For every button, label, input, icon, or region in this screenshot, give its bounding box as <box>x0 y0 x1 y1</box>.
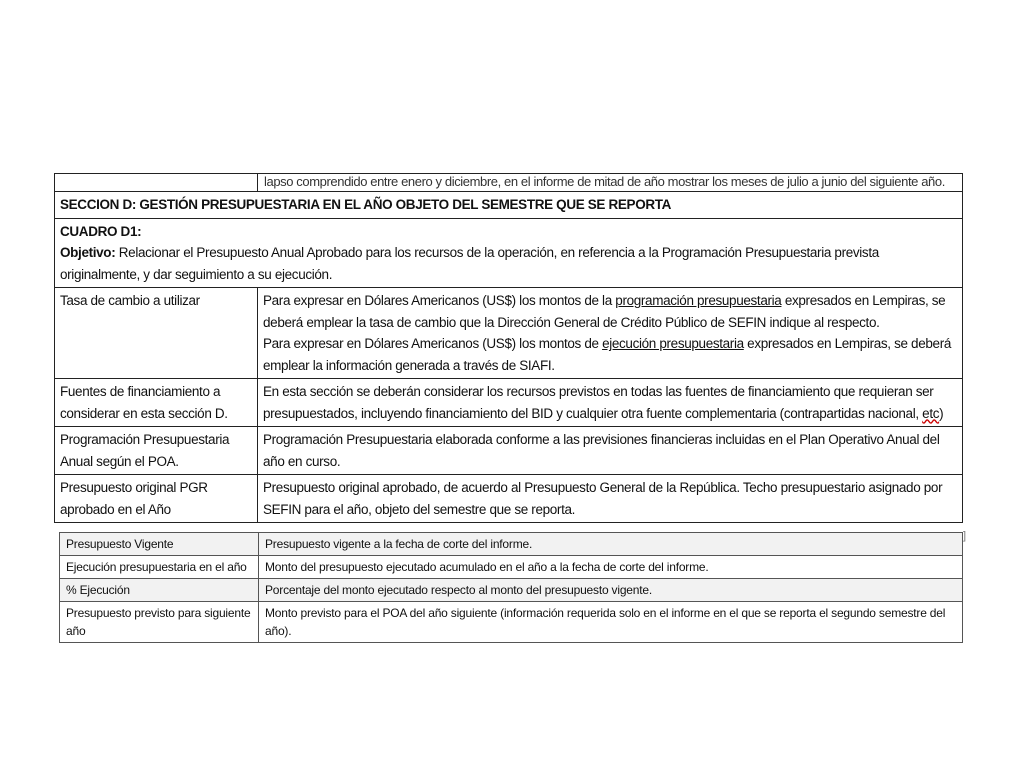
underlined-term: ejecución presupuestaria <box>602 336 744 351</box>
row-label: Presupuesto previsto para siguiente año <box>60 602 259 643</box>
text: En esta sección se deberán considerar los recursos previstos en todas las fuentes de financiamiento que requieran ser presupuestados, incluyendo financiamiento del BID y cualquier otra fuente complementaria (contrapartidas nacional, <box>263 384 934 421</box>
row-description: Porcentaje del monto ejecutado respecto al monto del presupuesto vigente. <box>259 579 963 602</box>
table-row <box>60 602 963 643</box>
objetivo-label: Objetivo: <box>60 245 116 260</box>
row-description: Monto del presupuesto ejecutado acumulado en el año a la fecha de corte del informe. <box>259 556 963 579</box>
budget-definitions-table <box>59 532 963 643</box>
table-row <box>55 475 963 523</box>
row-label: Tasa de cambio a utilizar <box>55 288 258 379</box>
text: Para expresar en Dólares Americanos (US$) los montos de <box>263 336 603 351</box>
text: expresados en Lempiras, se deberá emplear la tasa de cambio que la Dirección General de Crédito Público de SEFIN indique al respecto. <box>263 293 946 330</box>
row-label: Presupuesto Vigente <box>60 533 259 556</box>
row-label: Fuentes de financiamiento a considerar en esta sección D. <box>55 379 258 427</box>
row-description: Presupuesto original aprobado, de acuerdo al Presupuesto General de la República. Techo presupuestario asignado por SEFIN para el año, objeto del semestre que se reporta. <box>258 475 963 523</box>
bracket-mark: ] <box>963 530 967 542</box>
table-row <box>55 427 963 475</box>
table-row <box>60 533 963 556</box>
label-cell <box>55 174 258 192</box>
section-header-row <box>55 192 963 219</box>
text: ) <box>939 405 944 421</box>
row-label: Ejecución presupuestaria en el año <box>60 556 259 579</box>
row-label: Programación Presupuestaria Anual según el POA. <box>55 427 258 475</box>
table-row <box>60 556 963 579</box>
paragraph <box>263 333 957 376</box>
row-description: Monto previsto para el POA del año siguiente (información requerida solo en el informe en el que se reporta el segundo semestre del año). <box>259 602 963 643</box>
objetivo-text: Relacionar el Presupuesto Anual Aprobado para los recursos de la operación, en referencia a la Programación Presupuestaria prevista originalmente, y dar seguimiento a su ejecución. <box>60 245 879 282</box>
cut-off-text: lapso comprendido entre enero y diciembre, en el informe de mitad de año mostrar los meses de julio a junio del siguiente año. <box>264 174 945 189</box>
paragraph <box>263 290 957 333</box>
row-description <box>258 288 963 379</box>
table-row <box>55 379 963 427</box>
misspelled-word: etc <box>922 405 940 421</box>
row-description <box>258 379 963 427</box>
row-label: % Ejecución <box>60 579 259 602</box>
underlined-term: programación presupuestaria <box>615 293 782 308</box>
table-row <box>55 288 963 379</box>
row-label: Presupuesto original PGR aprobado en el Año <box>55 475 258 523</box>
description-cell <box>258 174 963 192</box>
table-row <box>60 579 963 602</box>
table-row <box>55 174 963 192</box>
cuadro-cell <box>55 218 963 288</box>
section-title: SECCION D: GESTIÓN PRESUPUESTARIA EN EL AÑO OBJETO DEL SEMESTRE QUE SE REPORTA <box>55 192 963 219</box>
objetivo-paragraph <box>60 242 957 285</box>
cuadro-title: CUADRO D1: <box>60 223 142 239</box>
text: expresados en Lempiras, se deberá emplear la información generada a través de SIAFI. <box>263 336 951 373</box>
budget-instructions-table <box>54 173 963 523</box>
row-description: Programación Presupuestaria elaborada conforme a las previsiones financieras incluidas en el Plan Operativo Anual del año en curso. <box>258 427 963 475</box>
cuadro-row <box>55 218 963 288</box>
text: Para expresar en Dólares Americanos (US$) los montos de la <box>263 293 616 308</box>
row-description: Presupuesto vigente a la fecha de corte del informe. <box>259 533 963 556</box>
